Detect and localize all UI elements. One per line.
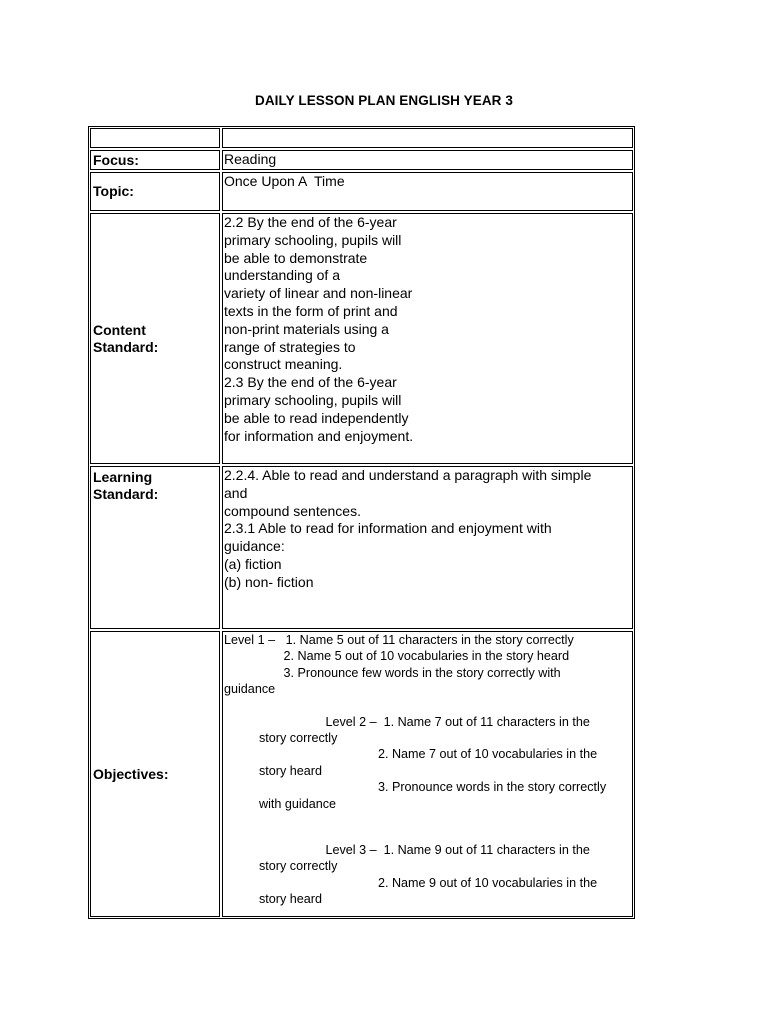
topic-text: Once Upon A Time bbox=[224, 173, 345, 189]
lesson-plan-table bbox=[88, 126, 635, 919]
objective-line: 2. Name 5 out of 10 vocabularies in the story heard bbox=[224, 649, 570, 664]
topic-row bbox=[90, 172, 633, 211]
content-line: primary schooling, pupils will bbox=[224, 231, 402, 248]
header-cell-left bbox=[90, 128, 220, 148]
learning-line: and bbox=[224, 484, 248, 501]
topic-value bbox=[222, 172, 633, 211]
content-label-line-2: Standard: bbox=[93, 338, 159, 355]
header-cell-right bbox=[222, 128, 633, 148]
objective-line: with guidance bbox=[224, 796, 337, 811]
objective-line: 3. Pronounce few words in the story correctly with bbox=[224, 665, 561, 680]
objective-line: 2. Name 9 out of 10 vocabularies in the bbox=[224, 875, 598, 890]
objective-line: Level 1 – 1. Name 5 out of 11 characters in the story correctly bbox=[224, 633, 574, 647]
content-line: construct meaning. bbox=[224, 356, 343, 373]
focus-text: Reading bbox=[224, 151, 277, 167]
topic-label: Topic: bbox=[90, 172, 220, 211]
objective-line: story correctly bbox=[224, 859, 338, 874]
objective-line: 2. Name 7 out of 10 vocabularies in the bbox=[224, 747, 598, 762]
learning-standard-value bbox=[222, 466, 633, 629]
focus-row bbox=[90, 150, 633, 170]
table-header-row bbox=[90, 128, 633, 148]
content-line: for information and enjoyment. bbox=[224, 427, 414, 444]
learning-line: guidance: bbox=[224, 538, 285, 555]
spacer bbox=[224, 812, 632, 842]
content-line: non-print materials using a bbox=[224, 320, 389, 337]
content-line: 2.2 By the end of the 6-year bbox=[224, 214, 397, 230]
content-line: primary schooling, pupils will bbox=[224, 391, 402, 408]
learning-standard-row bbox=[90, 466, 633, 629]
learning-standard-label bbox=[90, 466, 220, 629]
learning-label-line-2: Standard: bbox=[93, 486, 159, 502]
content-line: be able to demonstrate bbox=[224, 249, 368, 266]
content-label-line-1: Content bbox=[93, 321, 146, 338]
focus-value bbox=[222, 150, 633, 170]
learning-line: 2.2.4. Able to read and understand a paragraph with simple bbox=[224, 467, 592, 483]
objective-line: 3. Pronounce words in the story correctly bbox=[224, 780, 607, 795]
content-line: 2.3 By the end of the 6-year bbox=[224, 374, 397, 391]
content-line: understanding of a bbox=[224, 267, 340, 284]
content-standard-label bbox=[90, 213, 220, 464]
objective-line: guidance bbox=[224, 682, 276, 697]
document-title: DAILY LESSON PLAN ENGLISH YEAR 3 bbox=[254, 93, 513, 108]
learning-line: (a) fiction bbox=[224, 555, 282, 572]
content-line: range of strategies to bbox=[224, 338, 356, 355]
objective-line: Level 2 – 1. Name 7 out of 11 characters in the bbox=[224, 714, 590, 729]
objective-line: Level 3 – 1. Name 9 out of 11 characters in the bbox=[224, 843, 590, 858]
objective-line: story heard bbox=[224, 892, 322, 907]
focus-label: Focus: bbox=[90, 150, 220, 170]
objective-line: story correctly bbox=[224, 731, 338, 746]
objectives-label: Objectives: bbox=[90, 631, 220, 917]
content-line: texts in the form of print and bbox=[224, 302, 398, 319]
spacer bbox=[224, 698, 632, 714]
learning-line: compound sentences. bbox=[224, 502, 361, 519]
content-standard-row bbox=[90, 213, 633, 464]
objectives-value bbox=[222, 631, 633, 917]
learning-line: 2.3.1 Able to read for information and enjoyment with bbox=[224, 520, 552, 537]
content-line: variety of linear and non-linear bbox=[224, 285, 413, 302]
objectives-row bbox=[90, 631, 633, 917]
content-line: be able to read independently bbox=[224, 409, 409, 426]
learning-label-line-1: Learning bbox=[93, 469, 153, 485]
content-standard-value bbox=[222, 213, 633, 464]
objective-line: story heard bbox=[224, 763, 322, 778]
learning-line: (b) non- fiction bbox=[224, 573, 314, 590]
